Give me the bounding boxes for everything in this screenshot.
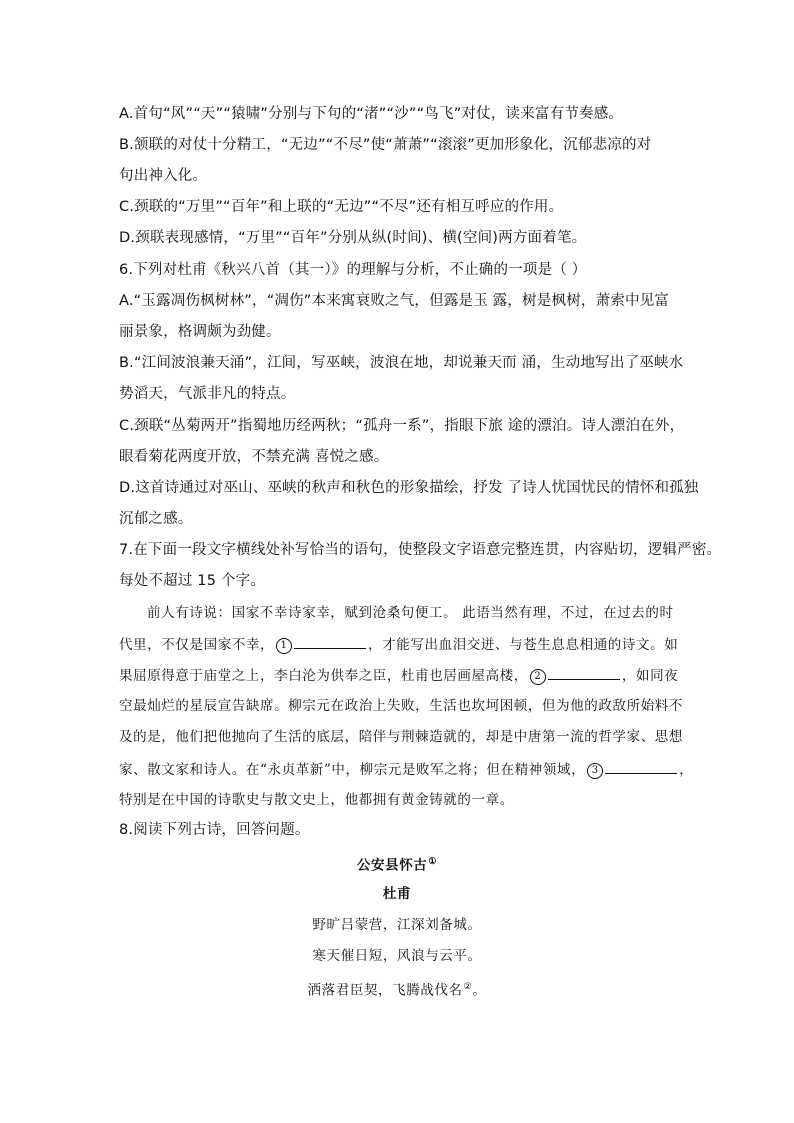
question-7: 7.在下面一段文字横线处补写恰当的语句，使整段文字语意完整连贯，内容贴切，逻辑严密。 [119,542,722,558]
passage-line-4: 空最灿烂的星辰宣告缺席。柳宗元在政治上失败，生活也坎坷困顿，但为他的政敌所始料不 [119,698,683,714]
option-a-line: A.首句“风”“天”“猿啸”分别与下句的“渚”“沙”“鸟飞”对仗，读来富有节奏感。 [119,106,624,122]
passage-text: 家、散文家和诗人。在“永贞革新”中，柳宗元是败军之将；但在精神领域， [119,762,586,778]
passage-line-7: 特别是在中国的诗歌史与散文史上，他都拥有黄金铸就的一章。 [119,792,514,808]
poem-title [0,852,794,876]
q6-option-c-line-2: 眼看菊花两度开放，不禁充满 喜悦之感。 [119,449,389,465]
q6-option-a-line-2: 丽景象，格调颇为劲健。 [119,324,281,340]
passage-text: ， [679,762,694,778]
poem-line-1: 野旷吕蒙营，江深刘备城。 [312,917,482,933]
answer-blank-2[interactable] [548,665,620,680]
poem-title-text: 公安县怀古 [356,857,428,874]
q6-option-b-line-1: B.“江间波浪兼天涌”，江间，写巫峡，波浪在地，却说兼天而 涌，生动地写出了巫峡水 [119,355,684,371]
answer-blank-3[interactable] [605,759,677,774]
question-6: 6.下列对杜甫《秋兴八首（其一）》的理解与分析，不止确的一项是（ ） [119,262,587,278]
poem-line-3-end: 。 [472,982,487,999]
blank-number-1: 1 [276,638,292,654]
footnote-mark-1: ① [428,857,438,867]
q6-option-d-line-2: 沉郁之感。 [119,511,193,527]
q6-option-d-line-1: D.这首诗通过对巫山、巫峡的秋声和秋色的形象描绘，抒发 了诗人忧国忧民的情怀和孤独 [119,480,699,496]
q6-option-b-line-2: 势滔天，气派非凡的特点。 [119,386,296,402]
passage-line-2 [119,634,679,655]
option-b-line-1: B.颔联的对仗十分精工，“无边”“不尽”使“萧萧”“滚滚”更加形象化，沉郁悲凉的对 [119,137,652,153]
footnote-mark-2: ② [463,982,473,992]
blank-number-3: 3 [587,763,603,779]
blank-number-2: 2 [530,669,546,685]
passage-text: ，才能写出血泪交迸、与苍生息息相通的诗文。如 [368,637,679,653]
option-b-line-2: 句出神入化。 [119,168,208,184]
poem-line-2: 寒天催日短，风浪与云平。 [312,948,482,964]
passage-line-5: 及的是，他们把他抛向了生活的底层，陪伴与荆棘造就的，却是中唐第一流的哲学家、思想 [119,729,683,745]
passage-line-3 [119,665,679,686]
option-d-line: D.颈联表现感情，“万里”“百年”分别从纵(时间)、横(空间)两方面着笔。 [119,230,587,246]
option-c-line: C.颈联的“万里”“百年”和上联的“无边”“不尽”还有相互呼应的作用。 [119,199,564,215]
question-7-limit: 每处不超过 15 个字。 [119,573,266,589]
q6-option-a-line-1: A.“玉露凋伤枫树林”，“凋伤”本来寓衰败之气，但露是玉 露，树是枫树，萧索中见富 [119,293,670,309]
passage-line-1: 前人有诗说：国家不幸诗家幸，赋到沧桑句便工。 此语当然有理，不过，在过去的时 [147,605,674,621]
passage-text: 代里，不仅是国家不幸， [119,637,275,653]
question-8: 8.阅读下列古诗，回答问题。 [119,822,310,838]
poem-author: 杜甫 [382,886,412,902]
passage-line-6 [119,759,694,780]
poem-line-3 [0,977,794,1001]
passage-text: 果屈原得意于庙堂之上，李白沦为供奉之臣，杜甫也居画屋高楼， [119,668,528,684]
poem-line-3-text: 洒落君臣契，飞腾战伐名 [307,982,463,999]
passage-text: ，如同夜 [621,668,679,684]
answer-blank-1[interactable] [294,634,366,649]
q6-option-c-line-1: C.颈联“丛菊两开”指蜀地历经两秋；“孤舟一系”，指眼下旅 途的漂泊。诗人漂泊在外， [119,418,685,434]
